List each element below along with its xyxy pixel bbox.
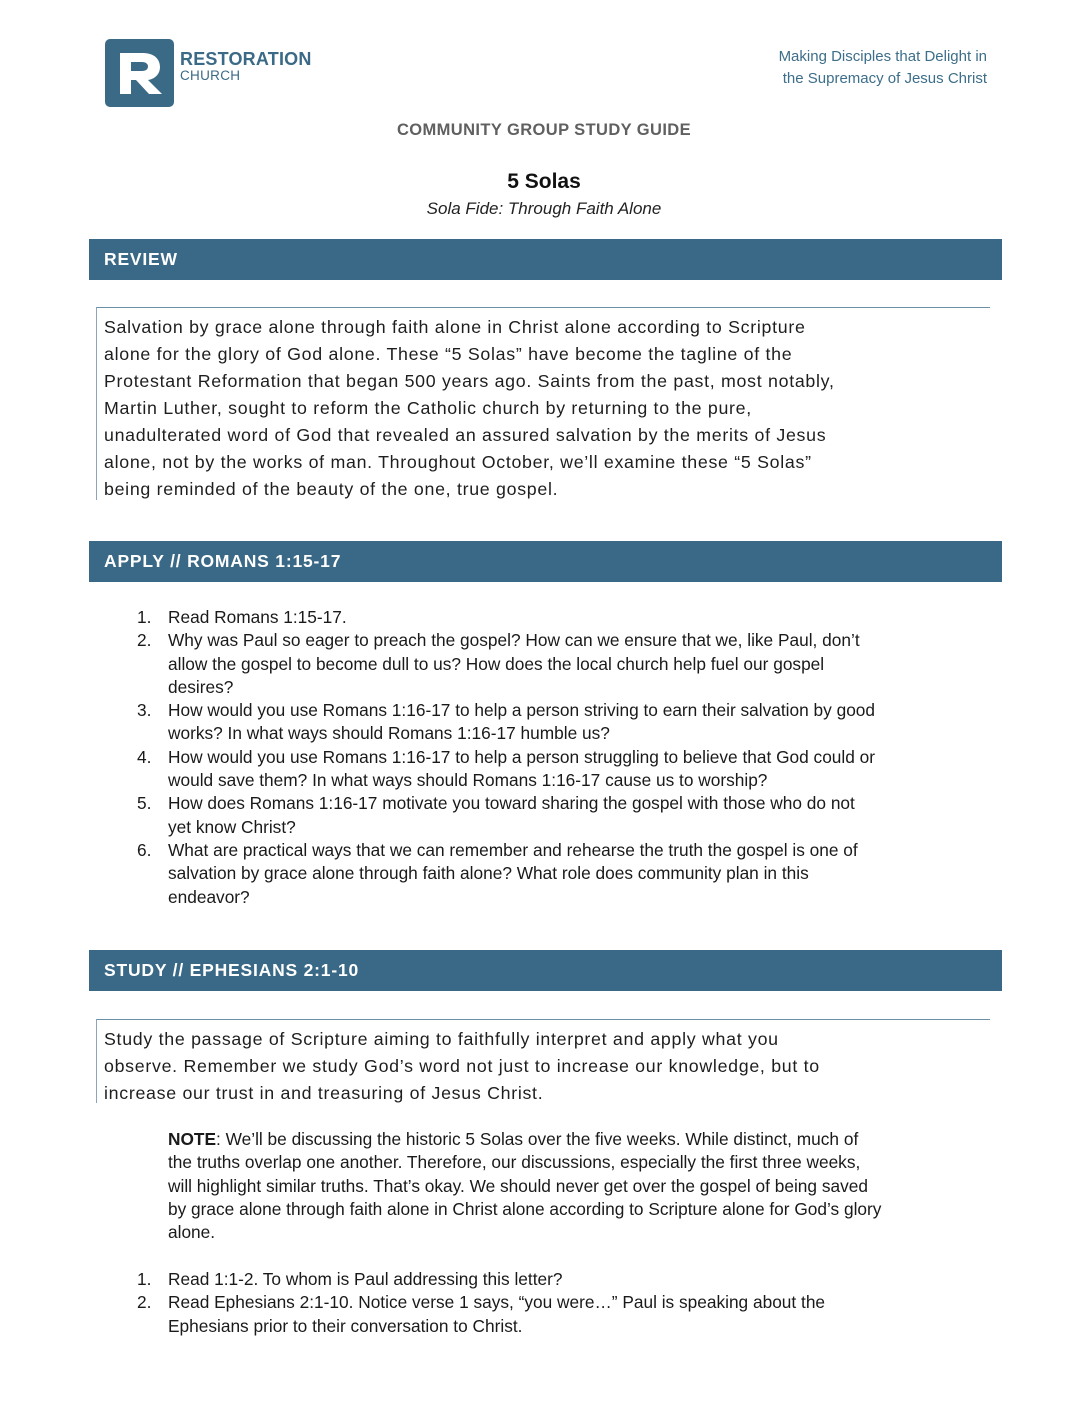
study-line: Study the passage of Scripture aiming to faithfully interpret and apply what you [104, 1029, 779, 1049]
tagline-line: Making Disciples that Delight in [778, 48, 987, 65]
list-number: 2. [137, 1292, 152, 1313]
logo-wordmark [180, 50, 312, 83]
list-item-line: yet know Christ? [168, 816, 296, 837]
review-line: Protestant Reformation that began 500 years ago. Saints from the past, most notably, [104, 371, 835, 391]
list-item-line: Why was Paul so eager to preach the gospel? How can we ensure that we, like Paul, don’t [168, 630, 860, 651]
list-number: 1. [137, 607, 152, 627]
note-line: will highlight similar truths. That’s okay. We should never get over the gospel of being saved [168, 1175, 868, 1196]
list-item-line: allow the gospel to become dull to us? How does the local church help fuel our gospel [168, 653, 825, 674]
list-item-line: Read 1:1-2. To whom is Paul addressing this letter? [168, 1269, 563, 1289]
list-item-line: salvation by grace alone through faith alone? What role does community plan in this [168, 863, 809, 884]
review-line: alone for the glory of God alone. These “5 Solas” have become the tagline of the [104, 344, 793, 364]
list-number: 3. [137, 700, 152, 721]
note-line: alone. [168, 1222, 216, 1243]
list-number: 1. [137, 1269, 152, 1289]
review-line: Martin Luther, sought to reform the Catholic church by returning to the pure, [104, 398, 752, 418]
list-item [137, 699, 987, 746]
study-line: observe. Remember we study God’s word not just to increase our knowledge, but to [104, 1056, 820, 1076]
section-heading-apply: APPLY // ROMANS 1:15-17 [89, 541, 1002, 582]
review-line: being reminded of the beauty of the one, true gospel. [104, 479, 559, 499]
study-question-list [137, 1268, 987, 1338]
note-text: : We’ll be discussing the historic 5 Solas over the five weeks. While distinct, much of [216, 1129, 859, 1149]
list-item-line: would save them? In what ways should Romans 1:16-17 cause us to worship? [168, 770, 768, 791]
review-line: unadulterated word of God that revealed an assured salvation by the merits of Jesus [104, 425, 827, 445]
list-item-line: endeavor? [168, 886, 250, 907]
list-number: 6. [137, 839, 152, 860]
logo-name: RESTORATION [180, 49, 312, 69]
list-item-line: Read Romans 1:15-17. [168, 607, 347, 627]
section-heading-study: STUDY // EPHESIANS 2:1-10 [89, 950, 1002, 991]
list-item-line: Ephesians prior to their conversation to Christ. [168, 1315, 523, 1336]
list-item-line: How would you use Romans 1:16-17 to help a person struggling to believe that God could or [168, 746, 876, 767]
study-line: increase our trust in and treasuring of Jesus Christ. [104, 1083, 544, 1103]
list-item [137, 792, 987, 839]
list-item [137, 1291, 987, 1338]
tagline [687, 46, 987, 90]
apply-question-list [137, 606, 987, 909]
list-item [137, 839, 987, 909]
list-number: 4. [137, 746, 152, 767]
list-number: 2. [137, 630, 152, 651]
list-item-line: What are practical ways that we can remember and rehearse the truth the gospel is one of [168, 839, 858, 860]
logo-subname: CHURCH [180, 68, 241, 83]
list-item [137, 746, 987, 793]
guide-title: COMMUNITY GROUP STUDY GUIDE [396, 121, 692, 139]
note-line: the truths overlap one another. Therefore, our discussions, especially the first three weeks, [168, 1152, 861, 1173]
page-title: 5 Solas [507, 170, 581, 193]
page-subtitle: Sola Fide: Through Faith Alone [426, 199, 662, 218]
list-item-line: How does Romans 1:16-17 motivate you toward sharing the gospel with those who do not [168, 793, 855, 814]
review-line: Salvation by grace alone through faith alone in Christ alone according to Scripture [104, 317, 806, 337]
restoration-church-logo-icon [105, 39, 174, 107]
list-number: 5. [137, 793, 152, 814]
list-item [137, 1268, 987, 1291]
list-item [137, 606, 987, 629]
list-item-line: How would you use Romans 1:16-17 to help a person striving to earn their salvation by good [168, 700, 876, 721]
note-line [168, 1128, 990, 1151]
section-heading-review: REVIEW [89, 239, 1002, 280]
list-item-line: desires? [168, 676, 234, 697]
review-text-box [96, 307, 990, 500]
review-line: alone, not by the works of man. Throughout October, we’ll examine these “5 Solas” [104, 452, 812, 472]
note-label: NOTE [168, 1129, 217, 1149]
list-item-line: Read Ephesians 2:1-10. Notice verse 1 says, “you were…” Paul is speaking about the [168, 1292, 826, 1313]
study-note [168, 1128, 990, 1244]
list-item [137, 629, 987, 699]
study-intro-box [96, 1019, 990, 1103]
tagline-line: the Supremacy of Jesus Christ [782, 70, 987, 87]
list-item-line: works? In what ways should Romans 1:16-17 humble us? [168, 723, 610, 744]
note-line: by grace alone through faith alone in Christ alone according to Scripture alone for God’s glory [168, 1198, 882, 1219]
